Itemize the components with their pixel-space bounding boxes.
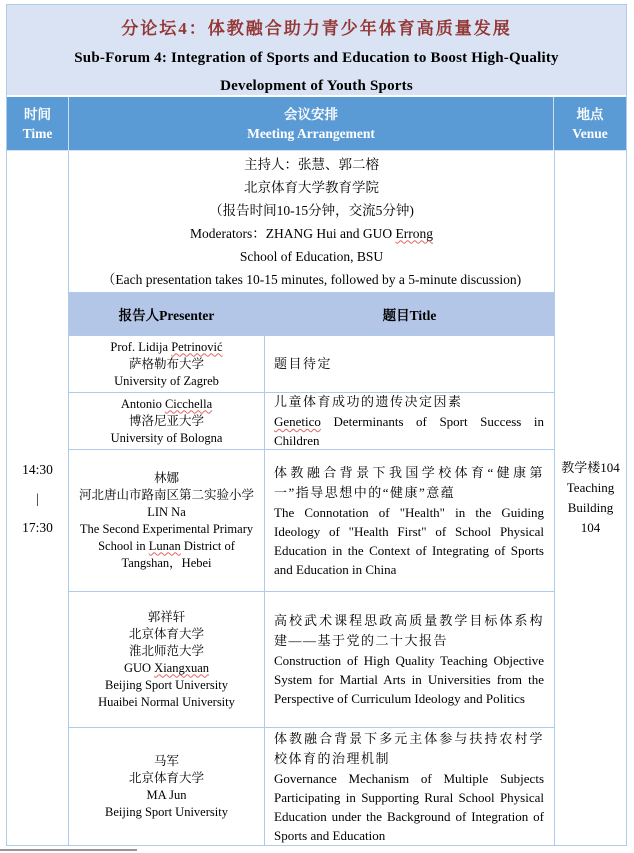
spellcheck-word: Genetico bbox=[274, 414, 321, 429]
table-row bbox=[69, 393, 554, 450]
col-header-time-zh: 时间 bbox=[24, 106, 51, 122]
presenter-affiliation-zh: 河北唐山市路南区第二实验小学 bbox=[78, 487, 254, 502]
spellcheck-word: Errong bbox=[395, 225, 433, 241]
presenter-table-header bbox=[69, 292, 554, 336]
table-row bbox=[69, 450, 554, 592]
presenter-affiliation-zh-2: 淮北师范大学 bbox=[128, 643, 204, 658]
time-cell bbox=[7, 151, 69, 845]
moderator-block bbox=[69, 151, 554, 292]
presenter-name-en: MA Jun bbox=[146, 787, 187, 802]
col-header-venue-en: Venue bbox=[572, 125, 608, 141]
title-cell bbox=[265, 393, 554, 449]
venue-en: Teaching Building 104 bbox=[566, 480, 615, 535]
talk-title-zh: 体教融合背景下我国学校体育“健康第一”指导思想中的“健康”意蕴 bbox=[274, 464, 544, 500]
talk-title-en: Governance Mechanism of Multiple Subjects Participating in Supporting Rural School Physical Education under the Background of Integration of Sports and Education bbox=[274, 770, 544, 843]
title-banner bbox=[7, 5, 626, 97]
col-header-arrangement-zh: 会议安排 bbox=[284, 106, 338, 122]
scrollbar-fragment bbox=[0, 849, 137, 851]
title-cell bbox=[265, 592, 554, 727]
moderator-line-en-names: Moderators：ZHANG Hui and GUO Errong bbox=[190, 225, 433, 241]
presenter-cell bbox=[69, 450, 265, 591]
talk-title-zh: 儿童体育成功的遗传决定因素 bbox=[274, 394, 463, 409]
presenter-affiliation-en: University of Bologna bbox=[110, 430, 223, 445]
time-divider: | bbox=[36, 490, 39, 506]
venue-zh: 教学楼104 bbox=[561, 460, 620, 475]
col-header-arrangement-en: Meeting Arrangement bbox=[247, 125, 375, 141]
presenter-name-zh: 林娜 bbox=[153, 470, 179, 485]
time-start: 14:30 bbox=[22, 461, 53, 477]
presenter-name-zh: 马军 bbox=[153, 753, 179, 768]
presenter-affiliation-zh: 萨格勒布大学 bbox=[128, 356, 204, 371]
title-cell bbox=[265, 728, 554, 845]
title-cell bbox=[265, 336, 554, 392]
presenter-name-zh: 郭祥轩 bbox=[147, 609, 186, 624]
title-column-header: 题目Title bbox=[382, 308, 437, 323]
presenter-cell bbox=[69, 393, 265, 449]
spellcheck-word: Petrinović bbox=[171, 339, 223, 354]
presenter-name-en: GUO Xiangxuan bbox=[123, 660, 210, 675]
col-header-venue bbox=[554, 97, 626, 150]
presenter-cell bbox=[69, 592, 265, 727]
header-row bbox=[7, 97, 626, 151]
col-header-venue-zh: 地点 bbox=[576, 106, 604, 122]
time-end: 17:30 bbox=[22, 519, 53, 535]
body-row bbox=[7, 151, 626, 845]
talk-title-en: The Connotation of "Health" in the Guiding Ideology of "Health First" of School Physical Education in the Context of Integrating of Sports and Education in China bbox=[274, 504, 544, 577]
talk-title-en: Construction of High Quality Teaching Objective System for Martial Arts in Universities from the Perspective of Curriculum Ideology and Politics bbox=[274, 653, 544, 706]
arrangement-cell bbox=[69, 151, 554, 845]
moderator-line-en-school: School of Education, BSU bbox=[239, 248, 384, 264]
forum-title-zh: 分论坛4：体教融合助力青少年体育高质量发展 bbox=[121, 19, 512, 38]
spellcheck-word: Xiangxuan bbox=[154, 660, 210, 675]
presenter-affiliation-en: Beijing Sport University bbox=[105, 677, 228, 692]
presenter-affiliation-zh: 北京体育大学 bbox=[128, 770, 204, 785]
title-cell bbox=[265, 450, 554, 591]
presenter-affiliation-en: The Second Experimental Primary School in Lunan District of Tangshan，Hebei bbox=[79, 521, 254, 570]
moderator-line-zh-names: 主持人：张慧、郭二榕 bbox=[244, 156, 379, 172]
forum-title-en-line1: Sub-Forum 4: Integration of Sports and Education to Boost High-Quality bbox=[74, 50, 559, 66]
talk-title-zh: 体教融合背景下多元主体参与扶持农村学校体育的治理机制 bbox=[274, 730, 544, 766]
table-row bbox=[69, 336, 554, 393]
col-header-time-en: Time bbox=[22, 125, 53, 141]
spellcheck-word: Lunan bbox=[148, 538, 181, 553]
moderator-line-zh-school: 北京体育大学教育学院 bbox=[244, 179, 379, 195]
presenter-affiliation-en: Beijing Sport University bbox=[105, 804, 228, 819]
presenter-name-en: LIN Na bbox=[147, 504, 186, 519]
presenter-name: Antonio Cicchella bbox=[120, 396, 213, 411]
col-header-arrangement bbox=[69, 97, 554, 150]
venue-cell bbox=[554, 151, 626, 845]
spellcheck-word: Cicchella bbox=[164, 396, 213, 411]
presenter-name: Prof. Lidija Petrinović bbox=[110, 339, 223, 354]
talk-title-zh: 高校武术课程思政高质量教学目标体系构建——基于党的二十大报告 bbox=[274, 613, 544, 648]
document-table bbox=[6, 4, 627, 846]
presenter-cell bbox=[69, 728, 265, 845]
table-row bbox=[69, 728, 554, 845]
presenter-affiliation-zh: 博洛尼亚大学 bbox=[128, 413, 204, 428]
col-header-time bbox=[7, 97, 69, 150]
table-row bbox=[69, 592, 554, 728]
presenter-affiliation-en: University of Zagreb bbox=[114, 373, 219, 388]
presenter-column-header: 报告人Presenter bbox=[69, 304, 265, 324]
moderator-line-en-timing: （Each presentation takes 10-15 minutes, followed by a 5-minute discussion) bbox=[101, 271, 522, 287]
presenter-cell bbox=[69, 336, 265, 392]
talk-title-zh: 题目待定 bbox=[274, 356, 333, 371]
presenter-affiliation-en-2: Huaibei Normal University bbox=[98, 694, 235, 709]
forum-title-en-line2: Development of Youth Sports bbox=[220, 78, 413, 94]
presenter-affiliation-zh: 北京体育大学 bbox=[128, 626, 204, 641]
talk-title-en: Genetico Determinants of Sport Success in Children bbox=[274, 414, 544, 448]
moderator-line-zh-timing: （报告时间10-15分钟，交流5分钟) bbox=[209, 202, 414, 218]
